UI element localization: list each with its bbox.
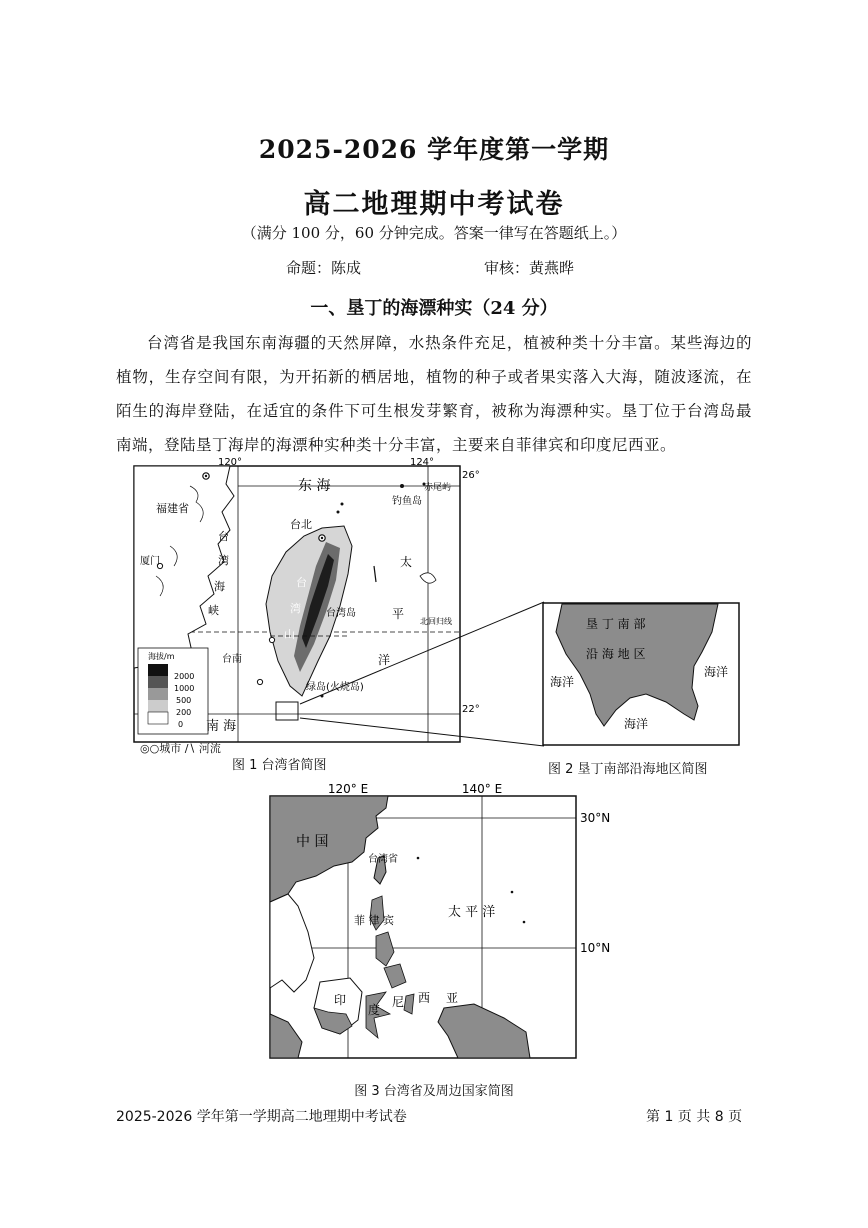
fig1-mountain-char: 台 (296, 576, 307, 589)
fig1-tainan: 台南 (222, 654, 242, 665)
exam-note: （满分 100 分，60 分钟完成。答案一律写在答题纸上。） (241, 224, 627, 242)
fig1-lvdao: 绿岛(火烧岛) (306, 682, 364, 693)
fig3-lat1: 30°N (580, 811, 611, 825)
footer-title: 2025-2026 学年第一学期高二地理期中考试卷 (116, 1109, 407, 1125)
fig1-strait-char: 湾 (218, 554, 229, 567)
fig1-fujian: 福建省 (156, 502, 189, 515)
fig2-ocean-bottom: 海洋 (624, 717, 649, 731)
fig1-strait-char: 峡 (208, 604, 219, 617)
fig2-region-line1: 垦 丁 南 部 (586, 617, 646, 631)
fig3-pacific: 太 平 洋 (448, 905, 496, 920)
fig1-pacific-char: 洋 (378, 653, 391, 667)
fig3-indonesia-char: 尼 (392, 995, 405, 1009)
fig3-indonesia-char: 亚 (446, 991, 459, 1005)
fig3-indonesia-char: 度 (368, 1003, 381, 1017)
fig1-caption: 图 1 台湾省简图 (232, 758, 327, 773)
fig1-pacific-char: 平 (392, 607, 405, 621)
section-paragraph: 台湾省是我国东南海疆的天然屏障，水热条件充足，植被种类十分丰富。某些海边的植物，生存空间有限，为开拓新的栖居地，植物的种子或者果实落入大海，随波逐流，在陌生的海岸登陆，在适宜的条件下可生根发芽繁育，被称为海漂种实。垦丁位于台湾岛最南端，登陆垦丁海岸的海漂种实种类十分丰富，主要来自菲律宾和印度尼西亚。 (116, 334, 752, 454)
fig1-diaoyu: 钓鱼岛 (392, 496, 422, 507)
fig3-caption: 图 3 台湾省及周边国家简图 (354, 1084, 514, 1099)
fig1-lon-right: 124° (409, 457, 435, 468)
fig2-ocean-left: 海洋 (550, 675, 575, 689)
exam-year-term: 2025-2026 学年度第一学期 (258, 135, 610, 164)
fig1-xiamen: 厦门 (140, 556, 160, 567)
fig1-legend-title: 海拔/m (148, 652, 175, 661)
fig3-china: 中 国 (296, 834, 329, 850)
fig1-legend-value: 2000 (174, 672, 195, 681)
fig2-region-line2: 沿 海 地 区 (586, 647, 646, 661)
fig1-lon-left: 120° (217, 457, 243, 468)
kenting-map-figure (542, 602, 740, 746)
exam-reviewer: 审核：黄燕晔 (484, 259, 575, 277)
fig1-south-sea: 南 海 (206, 719, 237, 734)
fig1-legend-value: 0 (178, 720, 184, 729)
fig1-legend-symbols (140, 740, 221, 756)
fig1-mountain-char: 湾 (290, 602, 301, 615)
inset-connector-lines (290, 598, 546, 748)
region-map-figure (268, 782, 618, 1060)
fig1-mountain-char: 山 (284, 628, 295, 641)
fig1-legend-value: 500 (176, 696, 192, 705)
fig1-east-sea: 东 海 (298, 478, 331, 494)
fig3-lon1: 120° E (327, 782, 369, 796)
exam-title: 高二地理期中考试卷 (303, 189, 565, 220)
footer-page-number: 第 1 页 共 8 页 (646, 1109, 743, 1125)
fig1-taibei: 台北 (290, 518, 312, 531)
fig2-ocean-right: 海洋 (704, 665, 729, 679)
fig3-lon2: 140° E (461, 782, 503, 796)
fig3-lat2: 10°N (580, 941, 611, 955)
fig1-pacific-char: 太 (400, 555, 413, 569)
fig1-lat-bottom: 22° (462, 704, 480, 715)
fig2-caption: 图 2 垦丁南部沿海地区简图 (548, 762, 708, 777)
fig1-tropic: 北回归线 (420, 617, 452, 626)
fig1-legend-value: 1000 (174, 684, 195, 693)
fig1-strait-char: 台 (218, 530, 229, 543)
fig1-taiwan-island: 台湾岛 (326, 608, 356, 619)
city-icon: ◎○ (140, 742, 160, 755)
fig3-taiwan: 台湾省 (368, 854, 398, 865)
fig1-legend-value: 200 (176, 708, 192, 717)
fig3-indonesia-char: 西 (418, 991, 431, 1005)
fig1-strait-char: 海 (214, 580, 225, 593)
fig3-indonesia-char: 印 (334, 993, 347, 1007)
exam-author: 命题：陈成 (286, 259, 362, 277)
fig1-chiwei: 赤尾屿 (424, 483, 452, 493)
section-heading: 一、垦丁的海漂种实（24 分） (310, 298, 558, 319)
fig3-philippines: 菲 律 宾 (354, 914, 394, 927)
fig1-lat-top: 26° (462, 470, 480, 481)
fig1-legend-symbols-text: 城市 ∕∖ 河流 (159, 742, 221, 755)
